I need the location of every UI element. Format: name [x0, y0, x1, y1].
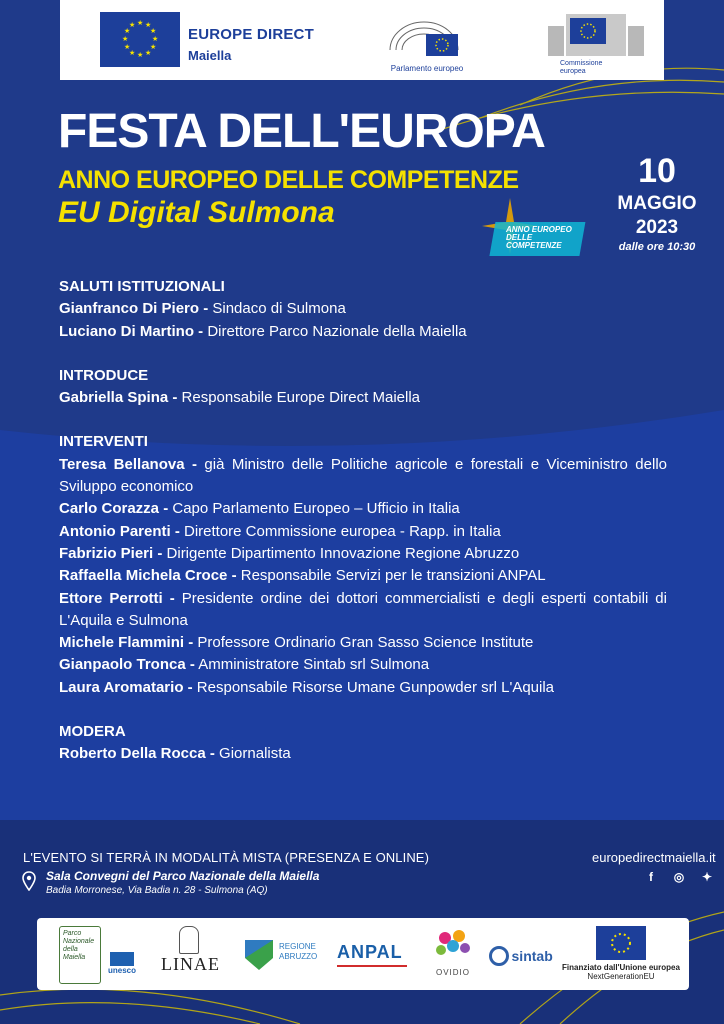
svg-text:★: ★	[137, 52, 144, 59]
speaker-role: Responsabile Europe Direct Maiella	[177, 389, 420, 407]
svg-text:★: ★	[145, 50, 152, 57]
svg-text:★: ★	[129, 22, 136, 29]
regione-abruzzo-logo: REGIONE ABRUZZO	[243, 936, 329, 972]
date-month: MAGGIO	[617, 193, 697, 214]
commissione-label: Commissione europea	[560, 60, 603, 75]
svg-text:★: ★	[145, 22, 152, 29]
speaker-role: Sindaco di Sulmona	[208, 300, 346, 318]
event-digital: EU Digital Sulmona	[58, 196, 335, 229]
speaker-role: Capo Parlamento Europeo – Ufficio in Italia	[168, 500, 460, 518]
svg-text:★: ★	[152, 36, 159, 43]
event-date	[602, 152, 712, 254]
speaker-row	[59, 498, 667, 520]
section-heading-modera: MODERA	[59, 723, 126, 741]
section-heading-introduce: INTRODUCE	[59, 366, 149, 384]
date-day: 10	[638, 152, 676, 190]
section-heading-saluti: SALUTI ISTITUZIONALI	[59, 278, 225, 295]
event-mode: L'EVENTO SI TERRÀ IN MODALITÀ MISTA (PRESENZA E ONLINE)	[23, 850, 430, 865]
speaker-row	[59, 654, 667, 676]
website-link[interactable]: europedirectmaiella.it	[592, 850, 716, 865]
section-heading-interventi: INTERVENTI	[59, 433, 148, 451]
speaker-role: Direttore Commissione europea - Rapp. in Italia	[179, 522, 501, 540]
speaker-row	[59, 387, 667, 409]
svg-text:★: ★	[129, 50, 136, 57]
speaker-name: Gianfranco Di Piero -	[59, 300, 209, 318]
speaker-row	[59, 588, 667, 633]
speaker-name: Gianpaolo Tronca -	[59, 656, 195, 674]
date-year: 2023	[635, 217, 679, 238]
twitter-icon[interactable]: ✦	[701, 870, 713, 884]
speaker-name: Ettore Perrotti -	[59, 589, 175, 607]
partner-logos	[37, 918, 689, 990]
parco-maiella-logo: Parco Nazionale della Maiella	[59, 926, 101, 984]
speaker-name: Raffaella Michela Croce -	[59, 567, 237, 585]
speaker-row	[59, 543, 667, 565]
speaker-name: Antonio Parenti -	[59, 522, 180, 540]
speaker-row	[59, 677, 667, 699]
date-time: dalle ore 10:30	[618, 241, 696, 253]
event-subtitle: ANNO EUROPEO DELLE COMPETENZE	[58, 166, 519, 194]
speaker-row	[59, 321, 667, 343]
svg-text:★: ★	[150, 28, 157, 35]
speaker-row	[59, 743, 667, 765]
social-links	[637, 870, 721, 884]
parlamento-label: Parlamento europeo	[390, 64, 464, 73]
location-pin-icon	[22, 871, 36, 891]
program	[59, 276, 667, 766]
eu-flag-small-icon	[596, 926, 646, 960]
sintab-logo: sintab	[489, 946, 555, 966]
speaker-role: Professore Ordinario Gran Sasso Science Institute	[193, 634, 534, 652]
speaker-role: Responsabile Servizi per le transizioni ANPAL	[236, 567, 546, 585]
aec-logo-text: ANNO EUROPEO DELLE COMPETENZE	[506, 225, 572, 250]
speaker-role: Amministratore Sintab srl Sulmona	[194, 656, 430, 674]
svg-text:★: ★	[124, 28, 131, 35]
europe-direct-name: EUROPE DIRECT	[188, 26, 314, 43]
speaker-name: Laura Aromatario -	[59, 678, 193, 696]
speaker-name: Fabrizio Pieri -	[59, 544, 163, 562]
svg-text:★: ★	[150, 44, 157, 51]
regione-abruzzo-shield-icon	[243, 936, 275, 972]
commissione-europea-logo-icon	[544, 6, 648, 64]
speaker-name: Gabriella Spina -	[59, 389, 178, 407]
speaker-name: Luciano Di Martino -	[59, 322, 204, 340]
ovidio-logo: OVIDIO	[429, 928, 477, 977]
venue-address: Badia Morronese, Via Badia n. 28 - Sulmona (AQ)	[46, 885, 268, 896]
instagram-icon[interactable]: ◎	[673, 870, 685, 884]
speaker-row	[59, 298, 667, 320]
svg-text:★: ★	[124, 44, 131, 51]
anpal-logo: ANPAL	[337, 942, 413, 967]
event-title: FESTA DELL'EUROPA	[58, 105, 545, 158]
europe-direct-sub: Maiella	[188, 48, 232, 63]
linae-logo: LINAE	[161, 926, 217, 975]
speaker-role: già Ministro delle Politiche agricole e forestali e Viceministro dello Sviluppo economico	[59, 455, 667, 496]
unesco-logo: unesco	[105, 952, 139, 975]
svg-text:★: ★	[122, 36, 129, 43]
speaker-name: Roberto Della Rocca -	[59, 745, 215, 763]
speaker-row	[59, 565, 667, 587]
speaker-role: Giornalista	[214, 745, 291, 763]
header-logos	[60, 0, 664, 80]
speaker-name: Carlo Corazza -	[59, 500, 169, 518]
parlamento-europeo-logo-icon	[386, 16, 462, 60]
speaker-role: Presidente ordine dei dottori commercialisti e degli esperti contabili di L'Aquila e Sulmona	[59, 589, 667, 629]
speaker-row	[59, 454, 667, 499]
anno-europeo-logo	[478, 196, 594, 260]
speaker-name: Michele Flammini -	[59, 634, 194, 652]
speaker-row	[59, 521, 667, 543]
speaker-role: Direttore Parco Nazionale della Maiella	[203, 322, 467, 340]
eu-flag-icon	[100, 12, 180, 67]
venue-name: Sala Convegni del Parco Nazionale della Maiella	[46, 869, 320, 883]
facebook-icon[interactable]: f	[649, 870, 653, 884]
speaker-role: Responsabile Risorse Umane Gunpowder srl L'Aquila	[192, 678, 555, 696]
ovidio-tree-icon	[431, 928, 475, 966]
speaker-name: Teresa Bellanova -	[59, 455, 197, 473]
eu-funded-logo: Finanziato dall'Unione europea NextGenerationEU	[561, 926, 681, 981]
svg-text:★: ★	[137, 20, 144, 27]
speaker-role: Dirigente Dipartimento Innovazione Regione Abruzzo	[162, 544, 520, 562]
speaker-row	[59, 632, 667, 654]
